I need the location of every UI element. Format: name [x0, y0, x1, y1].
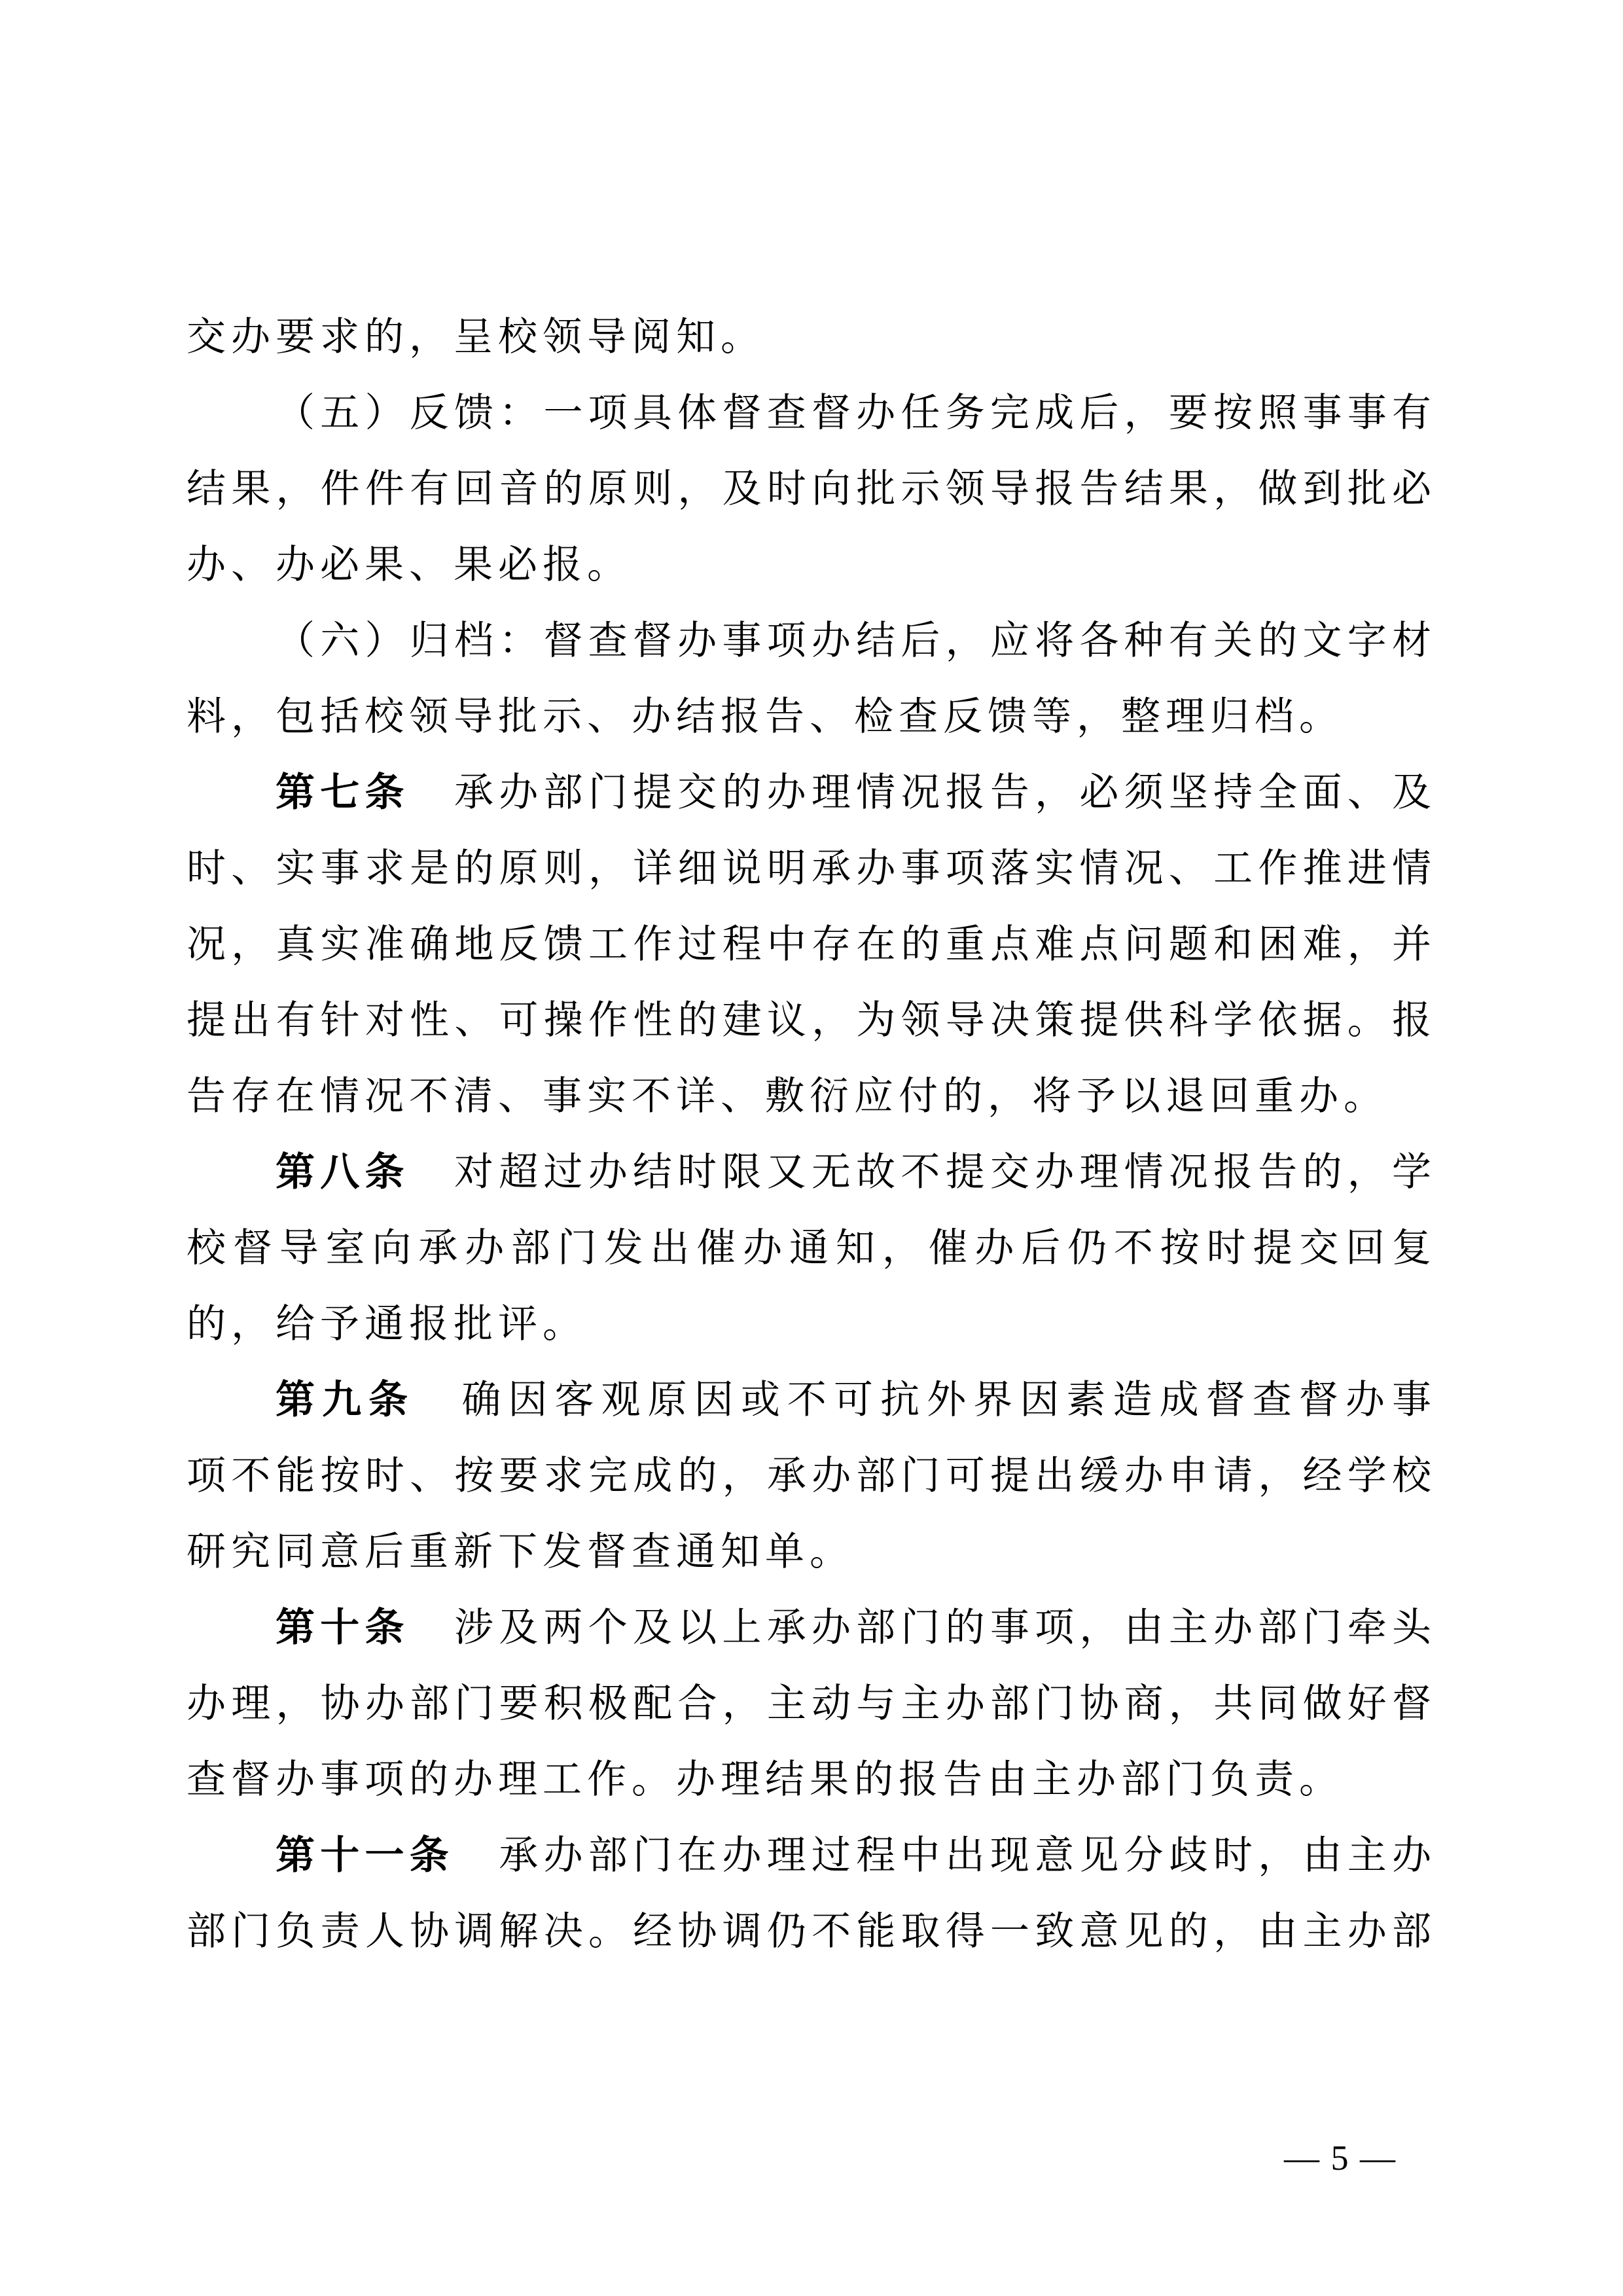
- line-text: 项不能按时、按要求完成的，承办部门可提出缓办申请，经学校: [187, 1454, 1436, 1498]
- text-line: [187, 1362, 1436, 1438]
- text-line: [187, 831, 1436, 906]
- text-line: [187, 1210, 1436, 1286]
- document-body: [187, 299, 1436, 1969]
- article-number: 第十一条: [276, 1834, 454, 1877]
- line-text: 提出有针对性、可操作性的建议，为领导决策提供科学依据。报: [187, 999, 1436, 1042]
- line-text: （五）反馈：一项具体督查督办任务完成后，要按照事事有: [276, 391, 1436, 435]
- text-line: [187, 1438, 1436, 1514]
- text-line: [187, 1818, 1436, 1893]
- line-text: 的，给予通报批评。: [187, 1302, 587, 1346]
- line-text: （六）归档：督查督办事项办结后，应将各种有关的文字材: [276, 619, 1436, 662]
- text-line: [187, 1590, 1436, 1666]
- line-text: 办、办必果、果必报。: [187, 543, 632, 586]
- line-text: 部门负责人协调解决。经协调仍不能取得一致意见的，由主办部: [187, 1910, 1436, 1953]
- article-number: 第十条: [276, 1606, 410, 1649]
- article-number: 第八条: [276, 1151, 410, 1194]
- text-line: [187, 299, 1436, 375]
- page-number: — 5 —: [1284, 2138, 1397, 2178]
- line-text: 对超过办结时限又无故不提交办理情况报告的，学: [409, 1151, 1437, 1194]
- line-text: 告存在情况不清、事实不详、敷衍应付的，将予以退回重办。: [187, 1075, 1388, 1118]
- line-text: 时、实事求是的原则，详细说明承办事项落实情况、工作推进情: [187, 847, 1436, 890]
- text-line: [187, 1893, 1436, 1969]
- article-number: 第九条: [276, 1378, 416, 1422]
- text-line: [187, 527, 1436, 603]
- text-line: [187, 755, 1436, 831]
- text-line: [187, 1286, 1436, 1362]
- text-line: [187, 982, 1436, 1058]
- line-text: 结果，件件有回音的原则，及时向批示领导报告结果，做到批必: [187, 467, 1436, 511]
- text-line: [187, 451, 1436, 527]
- text-line: [187, 1134, 1436, 1210]
- text-line: [187, 1666, 1436, 1742]
- text-line: [187, 1514, 1436, 1590]
- line-text: 承办部门在办理过程中出现意见分歧时，由主办: [454, 1834, 1437, 1877]
- line-text: 况，真实准确地反馈工作过程中存在的重点难点问题和困难，并: [187, 923, 1436, 966]
- article-number: 第七条: [276, 771, 410, 814]
- line-text: 确因客观原因或不可抗外界因素造成督查督办事: [415, 1378, 1436, 1422]
- line-text: 研究同意后重新下发督查通知单。: [187, 1530, 854, 1573]
- text-line: [187, 603, 1436, 679]
- line-text: 交办要求的，呈校领导阅知。: [187, 315, 765, 359]
- text-line: [187, 375, 1436, 451]
- line-text: 查督办事项的办理工作。办理结果的报告由主办部门负责。: [187, 1758, 1344, 1801]
- text-line: [187, 1742, 1436, 1818]
- line-text: 涉及两个及以上承办部门的事项，由主办部门牵头: [409, 1606, 1437, 1649]
- text-line: [187, 679, 1436, 755]
- line-text: 办理，协办部门要积极配合，主动与主办部门协商，共同做好督: [187, 1682, 1436, 1725]
- line-text: 料，包括校领导批示、办结报告、检查反馈等，整理归档。: [187, 695, 1344, 738]
- line-text: 校督导室向承办部门发出催办通知，催办后仍不按时提交回复: [187, 1227, 1436, 1270]
- text-line: [187, 906, 1436, 982]
- line-text: 承办部门提交的办理情况报告，必须坚持全面、及: [409, 771, 1437, 814]
- text-line: [187, 1058, 1436, 1134]
